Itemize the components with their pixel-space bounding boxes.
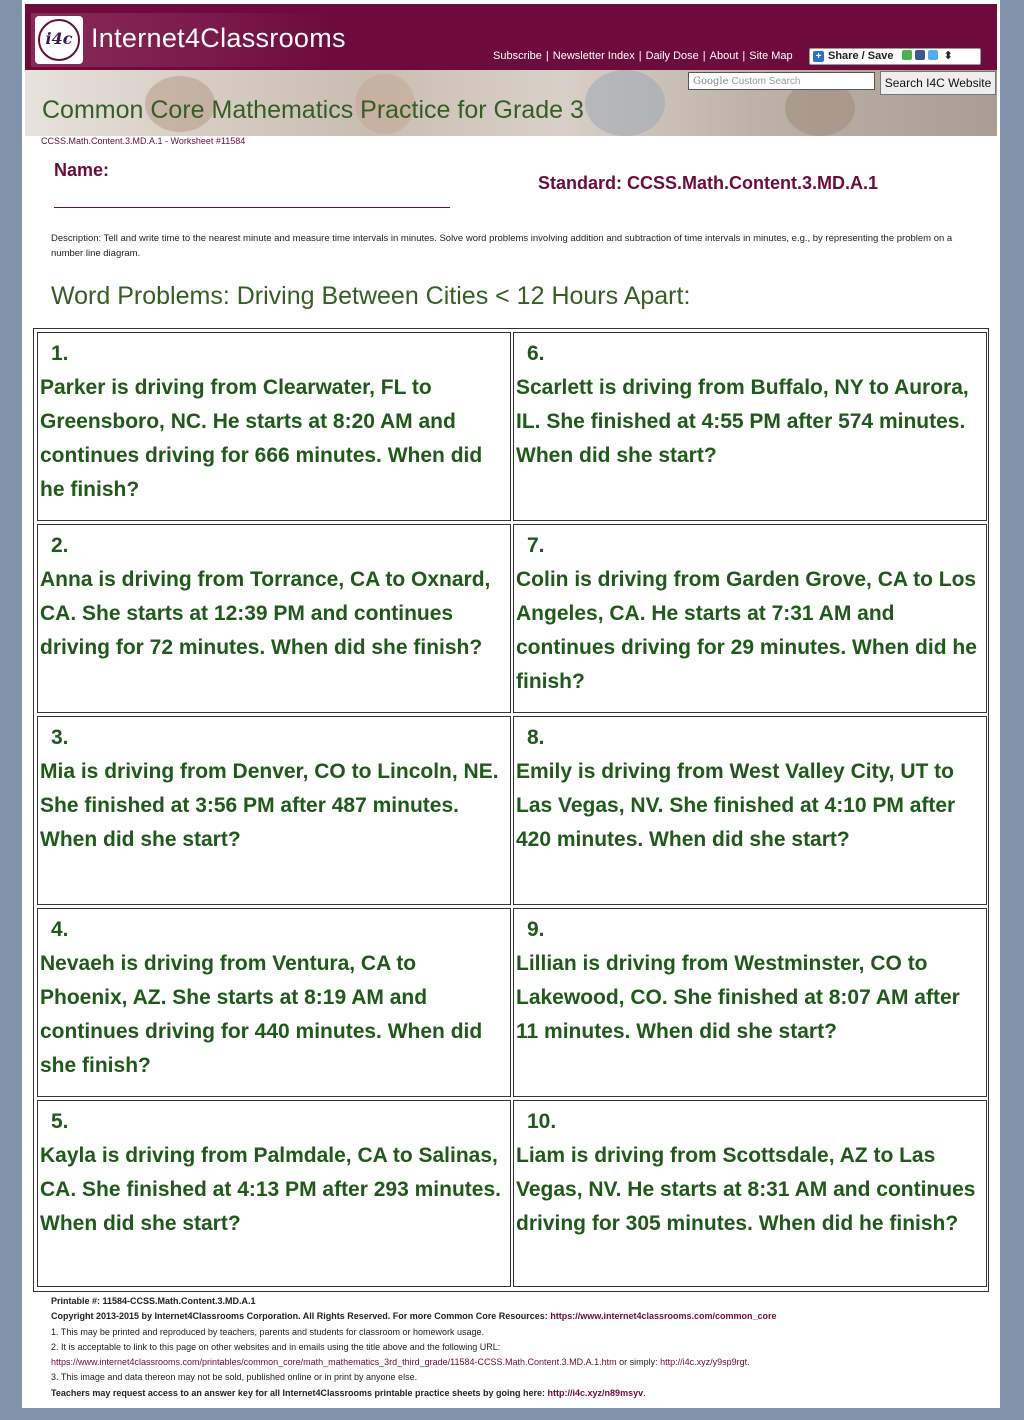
nav-subscribe-link[interactable]: Subscribe bbox=[493, 50, 542, 62]
problem-number: 9. bbox=[527, 918, 545, 941]
logo-mark-icon bbox=[35, 16, 83, 64]
answer-key-text: Teachers may request access to an answer key for all Internet4Classrooms printable practice sheets by going here: bbox=[51, 1387, 546, 1398]
page-footer bbox=[51, 1294, 981, 1401]
common-core-link[interactable]: https://www.internet4classrooms.com/common_core bbox=[550, 1311, 777, 1322]
usage-note-3: 3. This image and data thereon may not be sold, published online or in print by anyone else. bbox=[51, 1372, 418, 1383]
nav-site-map-link[interactable]: Site Map bbox=[749, 50, 793, 62]
problem-cell bbox=[37, 332, 511, 521]
problem-text: Emily is driving from West Valley City, UT to Las Vegas, NV. She finished at 4:10 PM after 420 minutes. When did she start? bbox=[516, 760, 956, 851]
nav-about-link[interactable]: About bbox=[709, 50, 739, 62]
page bbox=[22, 0, 1000, 1408]
nav-separator: | bbox=[742, 50, 746, 62]
search-placeholder: Custom Search bbox=[731, 76, 801, 87]
copyright-line bbox=[51, 1309, 981, 1324]
twitter-icon bbox=[928, 50, 938, 60]
problem-cell bbox=[513, 908, 987, 1097]
answer-key-line: Teachers may request access to an answer key for all Internet4Classrooms printable practice sheets by going here: http://i4c.xyz/n89msyv. bbox=[51, 1387, 646, 1398]
problem-text: Colin is driving from Garden Grove, CA to Los Angeles, CA. He starts at 7:31 AM and continues driving for 29 minutes. When did he finish? bbox=[516, 568, 977, 693]
nav-separator: | bbox=[545, 50, 549, 62]
site-logo[interactable] bbox=[31, 13, 346, 67]
copyright-text: Copyright 2013-2015 by Internet4Classrooms Corporation. All Rights Reserved. For more Common Core Resources: bbox=[51, 1311, 548, 1322]
problem-text: Lillian is driving from Westminster, CO to Lakewood, CO. She finished at 8:07 AM after 11 minutes. When did she start? bbox=[516, 952, 960, 1043]
problem-number: 10. bbox=[527, 1110, 557, 1133]
problem-grid bbox=[33, 328, 989, 1292]
name-label: Name: bbox=[54, 160, 110, 180]
worksheet-url-link[interactable]: https://www.internet4classrooms.com/printables/common_core/math_mathematics_3rd_third_grade/11584-CCSS.Math.Content.3.MD.A.1.htm bbox=[51, 1357, 617, 1368]
search-input[interactable] bbox=[688, 72, 875, 90]
usage-note-1: 1. This may be printed and reproduced by teachers, parents and students for classroom or homework usage. bbox=[51, 1326, 485, 1337]
problem-cell bbox=[513, 332, 987, 521]
problem-text: Anna is driving from Torrance, CA to Oxnard, CA. She starts at 12:39 PM and continues driving for 72 minutes. When did she finish? bbox=[40, 568, 491, 659]
problem-text: Scarlett is driving from Buffalo, NY to Aurora, IL. She finished at 4:55 PM after 574 minutes. When did she start? bbox=[516, 376, 969, 467]
logo-mark-text: i4c bbox=[45, 29, 73, 48]
description: Description: Tell and write time to the nearest minute and measure time intervals in minutes. Solve word problems involving addition and subtraction of time intervals in minutes, e.g., by representing the problem on a number line diagram. bbox=[51, 233, 953, 259]
share-save-button[interactable] bbox=[809, 48, 981, 65]
name-line bbox=[54, 207, 450, 208]
problem-text: Liam is driving from Scottsdale, AZ to Las Vegas, NV. He starts at 8:31 AM and continues driving for 305 minutes. When did he finish? bbox=[516, 1144, 976, 1235]
problem-text: Nevaeh is driving from Ventura, CA to Phoenix, AZ. She starts at 8:19 AM and continues driving for 440 minutes. When did she finish? bbox=[40, 952, 483, 1077]
page-title: Common Core Mathematics Practice for Grade 3 bbox=[42, 96, 584, 124]
nav-separator: | bbox=[638, 50, 642, 62]
short-url-link[interactable]: http://i4c.xyz/y9sp9rgt bbox=[660, 1357, 748, 1368]
worksheet-id: CCSS.Math.Content.3.MD.A.1 - Worksheet #11584 bbox=[41, 136, 246, 146]
nav-daily-dose-link[interactable]: Daily Dose bbox=[645, 50, 699, 62]
problem-number: 6. bbox=[527, 342, 545, 365]
answer-key-link[interactable]: http://i4c.xyz/n89msyv bbox=[547, 1387, 644, 1398]
usage-note-2: 2. It is acceptable to link to this page on other websites and in emails using the title above and the following URL: bbox=[51, 1341, 501, 1352]
problem-number: 3. bbox=[51, 726, 69, 749]
problem-text: Kayla is driving from Palmdale, CA to Salinas, CA. She finished at 4:13 PM after 293 minutes. When did she start? bbox=[40, 1144, 501, 1235]
printable-number: Printable #: 11584-CCSS.Math.Content.3.MD.A.1 bbox=[51, 1296, 256, 1306]
logo-wordmark: Internet4Classrooms bbox=[91, 23, 346, 53]
standard-label: Standard: CCSS.Math.Content.3.MD.A.1 bbox=[538, 173, 879, 193]
problem-cell bbox=[37, 908, 511, 1097]
share-email-icon bbox=[902, 50, 912, 60]
problem-number: 4. bbox=[51, 918, 69, 941]
problem-number: 5. bbox=[51, 1110, 69, 1133]
usage-note-2-urls: https://www.internet4classrooms.com/printables/common_core/math_mathematics_3rd_third_grade/11584-CCSS.Math.Content.3.MD.A.1.htm or simply: http://i4c.xyz/y9sp9rgt. bbox=[51, 1357, 750, 1368]
site-header bbox=[25, 4, 997, 70]
problem-text: Parker is driving from Clearwater, FL to Greensboro, NC. He starts at 8:20 AM and continues driving for 666 minutes. When did he finish? bbox=[40, 376, 483, 501]
or-simply-text: or simply: bbox=[619, 1357, 658, 1368]
problem-text: Mia is driving from Denver, CO to Lincoln, NE. She finished at 3:56 PM after 487 minutes. When did she start? bbox=[40, 760, 499, 851]
problem-number: 1. bbox=[51, 342, 69, 365]
share-plus-icon: + bbox=[813, 51, 824, 62]
google-logo: Google bbox=[693, 76, 729, 87]
share-save-label: Share / Save bbox=[828, 50, 894, 62]
problem-cell bbox=[513, 1100, 987, 1287]
problem-number: 2. bbox=[51, 534, 69, 557]
nav-separator: | bbox=[702, 50, 706, 62]
problem-cell bbox=[37, 716, 511, 905]
problem-cell bbox=[513, 716, 987, 905]
problem-number: 7. bbox=[527, 534, 545, 557]
nav-newsletter-index-link[interactable]: Newsletter Index bbox=[552, 50, 635, 62]
share-dropdown-arrows-icon: ⬍ bbox=[943, 50, 953, 62]
problem-cell bbox=[37, 524, 511, 713]
problem-number: 8. bbox=[527, 726, 545, 749]
top-nav bbox=[493, 50, 793, 62]
worksheet-subtitle: Word Problems: Driving Between Cities < 12 Hours Apart: bbox=[51, 282, 691, 310]
problem-cell bbox=[37, 1100, 511, 1287]
problem-cell bbox=[513, 524, 987, 713]
facebook-icon bbox=[915, 50, 925, 60]
search-button[interactable]: Search I4C Website bbox=[880, 71, 996, 95]
